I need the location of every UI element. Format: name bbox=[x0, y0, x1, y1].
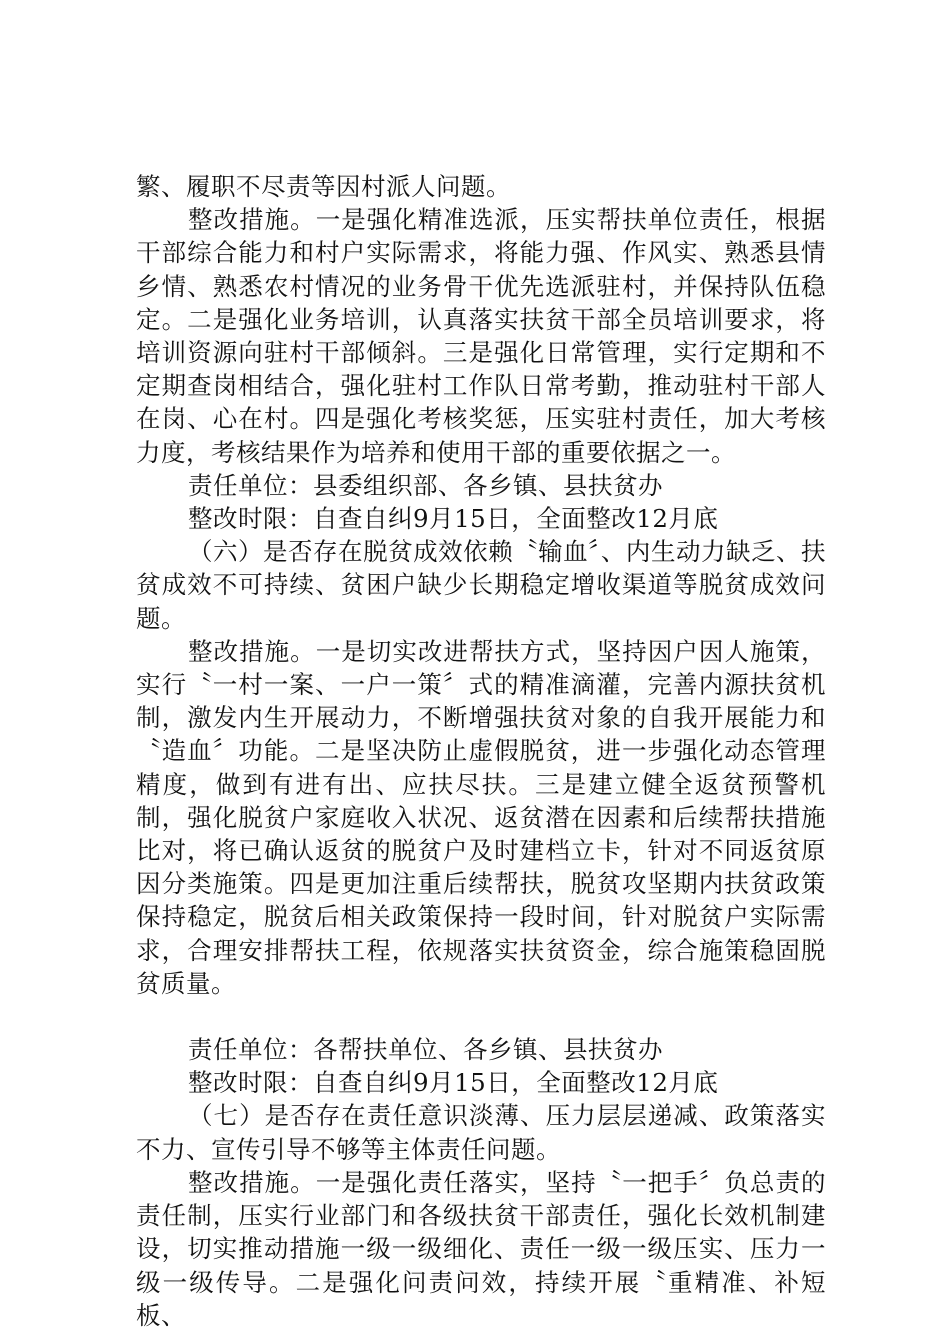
paragraph-deadline-6: 整改时限：自查自纠9月15日，全面整改12月底 bbox=[188, 1068, 719, 1098]
paragraph-continuation: 繁、履职不尽责等因村派人问题。 bbox=[136, 172, 511, 201]
paragraph-issue-6: （六）是否存在脱贫成效依赖〝输血〞、内生动力缺乏、扶贫成效不可持续、贫困户缺少长期稳定增收渠道等脱贫成效问题。 bbox=[136, 537, 826, 633]
paragraph-responsible-unit-6: 责任单位：各帮扶单位、各乡镇、县扶贫办 bbox=[188, 1035, 663, 1065]
paragraph-spacer bbox=[136, 1000, 826, 1033]
document-body bbox=[136, 170, 826, 1332]
paragraph-responsible-unit-5: 责任单位：县委组织部、各乡镇、县扶贫办 bbox=[188, 470, 663, 500]
paragraph-measures-6: 整改措施。一是切实改进帮扶方式，坚持因户因人施策，实行〝一村一案、一户一策〞式的精准滴灌，完善内源扶贫机制，激发内生开展动力，不断增强扶贫对象的自我开展能力和〝造血〞功能。二是坚决防止虚假脱贫，进一步强化动态管理精度，做到有进有出、应扶尽扶。三是建立健全返贫预警机制，强化脱贫户家庭收入状况、返贫潜在因素和后续帮扶措施比对，将已确认返贫的脱贫户及时建档立卡，针对不同返贫原因分类施策。四是更加注重后续帮扶，脱贫攻坚期内扶贫政策保持稳定，脱贫后相关政策保持一段时间，针对脱贫户实际需求，合理安排帮扶工程，依规落实扶贫资金，综合施策稳固脱贫质量。 bbox=[136, 636, 826, 998]
paragraph-measures-7: 整改措施。一是强化责任落实，坚持〝一把手〞负总责的责任制，压实行业部门和各级扶贫干部责任，强化长效机制建设，切实推动措施一级一级细化、责任一级一级压实、压力一级一级传导。二是强化问责问效，持续开展〝重精准、补短板、 bbox=[136, 1167, 826, 1330]
paragraph-issue-7: （七）是否存在责任意识淡薄、压力层层递减、政策落实不力、宣传引导不够等主体责任问题。 bbox=[136, 1101, 826, 1164]
paragraph-measures-5: 整改措施。一是强化精准选派，压实帮扶单位责任，根据干部综合能力和村户实际需求，将能力强、作风实、熟悉县情乡情、熟悉农村情况的业务骨干优先选派驻村，并保持队伍稳定。二是强化业务培训，认真落实扶贫干部全员培训要求，将培训资源向驻村干部倾斜。三是强化日常管理，实行定期和不定期查岗相结合，强化驻村工作队日常考勤，推动驻村干部人在岗、心在村。四是强化考核奖惩，压实驻村责任，加大考核力度，考核结果作为培养和使用干部的重要依据之一。 bbox=[136, 205, 826, 467]
paragraph-deadline-5: 整改时限：自查自纠9月15日，全面整改12月底 bbox=[188, 504, 719, 534]
